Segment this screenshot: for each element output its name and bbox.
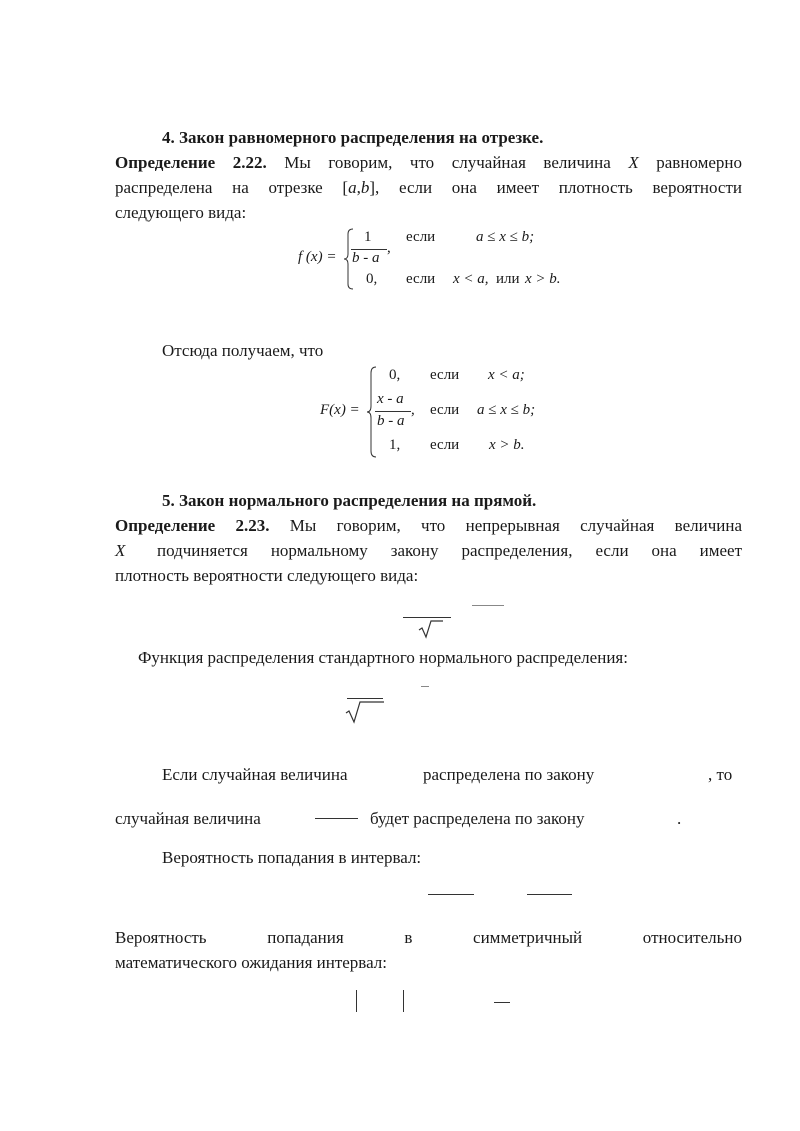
pdf-frac-num: 1: [364, 229, 372, 245]
std-cdf-frac-bar: [347, 698, 383, 699]
then-text-c: .: [677, 809, 682, 828]
pdf-case1-if: если: [406, 229, 436, 245]
cdf-case1-if: если: [430, 367, 460, 383]
definition-2-23-line-1: [115, 513, 742, 539]
var-a: a: [348, 178, 357, 197]
cdf-case2-cond: a ≤ x ≤ b;: [477, 402, 536, 418]
cdf-case3-if: если: [430, 437, 460, 453]
definition-label: Определение 2.22.: [115, 153, 267, 172]
section-4-heading: 4. Закон равномерного распределения на отрезке.: [162, 128, 544, 147]
text: равномерно: [638, 153, 742, 172]
symmetric-frac-bar: [494, 1002, 510, 1003]
definition-2-23-line-2: подчиняется нормальному закону распределения, если она имеет: [157, 541, 742, 560]
cdf-lhs: F(x) =: [320, 402, 360, 418]
cdf-frac-num: x - a: [377, 391, 404, 407]
cdf-frac-bar: [375, 411, 411, 412]
pdf-case1-comma: ,: [387, 240, 391, 256]
pdf-case1-cond: a ≤ x ≤ b;: [476, 229, 535, 245]
hence-text: Отсюда получаем, что: [162, 341, 324, 360]
text: Мы говорим, что случайная величина: [266, 153, 629, 172]
abs-bar-right: [403, 990, 404, 1012]
interval-frac-bar-1: [428, 894, 474, 895]
cdf-case2-comma: ,: [411, 402, 415, 418]
standardization-frac-bar: [315, 818, 358, 819]
text: Мы говорим, что непрерывная случайная величина: [269, 516, 742, 535]
cdf-frac-den: b - a: [377, 413, 405, 429]
std-cdf-sqrt-icon: [345, 701, 385, 723]
if-text-b: распределена по закону: [423, 765, 595, 784]
var-b: b: [360, 178, 370, 197]
definition-2-22-line-1: [115, 150, 742, 176]
normal-pdf-exp-bar: [472, 605, 504, 606]
section-5-heading: 5. Закон нормального распределения на прямой.: [162, 491, 537, 510]
normal-pdf-frac-bar: [403, 617, 451, 618]
pdf-case2-cond: x < a,: [453, 271, 489, 287]
text: ], если она имеет плотность вероятности: [369, 178, 742, 197]
pdf-lhs: f (x) =: [298, 249, 337, 265]
pdf-case2-if: если: [406, 271, 436, 287]
definition-2-23-line-3: плотность вероятности следующего вида:: [115, 566, 419, 585]
pdf-case2-or: или: [496, 271, 520, 287]
cdf-case1-value: 0,: [389, 367, 401, 383]
symmetric-interval-line-1: Вероятность попадания в симметричный относительно: [115, 928, 742, 947]
cdf-case2-if: если: [430, 402, 460, 418]
if-text-a: Если случайная величина: [162, 765, 348, 784]
prob-interval-text: Вероятность попадания в интервал:: [162, 848, 422, 867]
then-text-a: случайная величина: [115, 809, 261, 828]
cdf-case3-cond: x > b.: [489, 437, 525, 453]
cdf-brace: [366, 366, 378, 458]
var-x: X: [628, 153, 639, 172]
var-x: X: [115, 541, 126, 560]
symmetric-interval-line-2: математического ожидания интервал:: [115, 953, 388, 972]
interval-frac-bar-2: [527, 894, 572, 895]
pdf-frac-den: b - a: [352, 250, 380, 266]
pdf-case2-cond2: x > b.: [525, 271, 561, 287]
std-cdf-exp-bar: [421, 686, 429, 687]
pdf-case2-value: 0,: [366, 271, 378, 287]
normal-pdf-sqrt-icon: [418, 620, 444, 638]
definition-2-22-line-2: [115, 175, 742, 201]
abs-bar-left: [356, 990, 357, 1012]
text: распределена на отрезке [: [115, 178, 349, 197]
definition-label: Определение 2.23.: [115, 516, 270, 535]
definition-2-22-line-3: следующего вида:: [115, 203, 247, 222]
if-text-c: , то: [708, 765, 733, 784]
std-normal-cdf-text: Функция распределения стандартного нормального распределения:: [138, 648, 628, 667]
cdf-case3-value: 1,: [389, 437, 401, 453]
then-text-b: будет распределена по закону: [370, 809, 585, 828]
cdf-case1-cond: x < a;: [488, 367, 525, 383]
text: ,: [356, 178, 361, 197]
